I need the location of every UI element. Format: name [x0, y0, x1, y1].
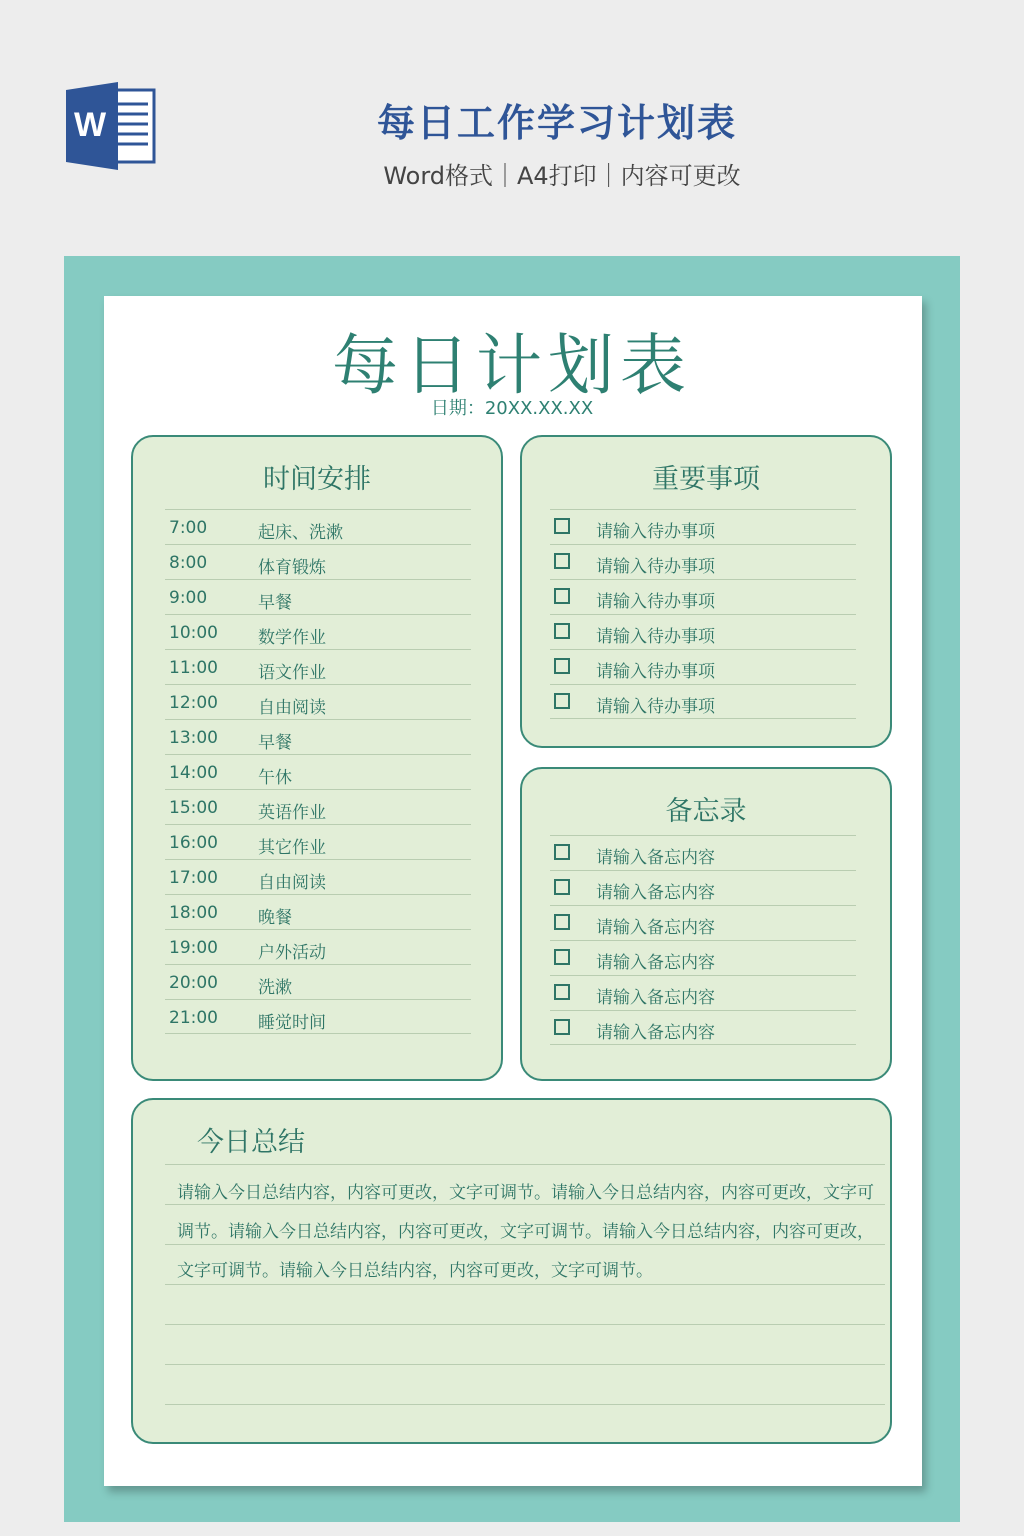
schedule-row: [165, 614, 471, 649]
schedule-row: [165, 509, 471, 544]
summary-text[interactable]: 请输入今日总结内容，内容可更改，文字可调节。请输入今日总结内容，内容可更改，文字可调节。请输入今日总结内容，内容可更改，文字可调节。请输入今日总结内容，内容可更改，文字可调节。请输入今日总结内容，内容可更改，文字可调节。: [177, 1183, 874, 1281]
memo-row: [550, 975, 856, 1010]
important-card: [520, 435, 892, 748]
memo-item-text[interactable]: 请输入备忘内容: [596, 848, 715, 868]
important-row: [550, 684, 856, 719]
schedule-row: [165, 964, 471, 999]
schedule-activity[interactable]: 早餐: [258, 733, 292, 753]
schedule-list: [165, 509, 471, 1034]
document-date: 日期：20XX.XX.XX: [430, 398, 594, 419]
summary-title: 今日总结: [197, 1127, 305, 1158]
schedule-row: [165, 999, 471, 1034]
checkbox-icon[interactable]: [554, 693, 570, 709]
important-row: [550, 649, 856, 684]
schedule-time: 12:00: [169, 693, 218, 713]
memo-item-text[interactable]: 请输入备忘内容: [596, 883, 715, 903]
important-row: [550, 544, 856, 579]
schedule-time: 9:00: [169, 588, 208, 608]
checkbox-icon[interactable]: [554, 1019, 570, 1035]
schedule-time: 15:00: [169, 798, 218, 818]
schedule-activity[interactable]: 晚餐: [258, 908, 292, 928]
memo-item-text[interactable]: 请输入备忘内容: [596, 988, 715, 1008]
memo-item-text[interactable]: 请输入备忘内容: [596, 953, 715, 973]
important-item-text[interactable]: 请输入待办事项: [596, 592, 715, 612]
important-row: [550, 579, 856, 614]
schedule-row: [165, 684, 471, 719]
schedule-row: [165, 789, 471, 824]
memo-row: [550, 1010, 856, 1045]
checkbox-icon[interactable]: [554, 984, 570, 1000]
schedule-activity[interactable]: 自由阅读: [258, 698, 326, 718]
schedule-row: [165, 649, 471, 684]
schedule-time: 10:00: [169, 623, 218, 643]
important-row: [550, 509, 856, 544]
schedule-row: [165, 719, 471, 754]
schedule-time: 21:00: [169, 1008, 218, 1028]
memo-row: [550, 905, 856, 940]
schedule-card: [131, 435, 503, 1081]
checkbox-icon[interactable]: [554, 949, 570, 965]
checkbox-icon[interactable]: [554, 914, 570, 930]
schedule-row: [165, 544, 471, 579]
schedule-time: 20:00: [169, 973, 218, 993]
checkbox-icon[interactable]: [554, 518, 570, 534]
checkbox-icon[interactable]: [554, 658, 570, 674]
schedule-row: [165, 824, 471, 859]
checkbox-icon[interactable]: [554, 623, 570, 639]
memo-row: [550, 835, 856, 870]
schedule-time: 13:00: [169, 728, 218, 748]
schedule-activity[interactable]: 洗漱: [258, 978, 292, 998]
checkbox-icon[interactable]: [554, 588, 570, 604]
schedule-time: 19:00: [169, 938, 218, 958]
memo-title: 备忘录: [665, 796, 747, 827]
important-item-text[interactable]: 请输入待办事项: [596, 557, 715, 577]
summary-card: [131, 1098, 892, 1444]
important-item-text[interactable]: 请输入待办事项: [596, 627, 715, 647]
schedule-row: [165, 579, 471, 614]
page-subtitle: Word格式｜A4打印｜内容可更改: [383, 162, 741, 190]
schedule-activity[interactable]: 自由阅读: [258, 873, 326, 893]
schedule-title: 时间安排: [263, 464, 371, 495]
schedule-activity[interactable]: 数学作业: [258, 628, 326, 648]
svg-text:W: W: [73, 106, 107, 144]
schedule-activity[interactable]: 早餐: [258, 593, 292, 613]
schedule-activity[interactable]: 体育锻炼: [258, 558, 326, 578]
schedule-time: 16:00: [169, 833, 218, 853]
important-row: [550, 614, 856, 649]
important-item-text[interactable]: 请输入待办事项: [596, 522, 715, 542]
schedule-row: [165, 929, 471, 964]
important-title: 重要事项: [652, 464, 760, 495]
schedule-time: 18:00: [169, 903, 218, 923]
memo-row: [550, 870, 856, 905]
schedule-time: 14:00: [169, 763, 218, 783]
schedule-activity[interactable]: 英语作业: [258, 803, 326, 823]
important-list: [550, 509, 856, 719]
checkbox-icon[interactable]: [554, 844, 570, 860]
memo-row: [550, 940, 856, 975]
checkbox-icon[interactable]: [554, 553, 570, 569]
memo-item-text[interactable]: 请输入备忘内容: [596, 918, 715, 938]
schedule-activity[interactable]: 语文作业: [258, 663, 326, 683]
important-item-text[interactable]: 请输入待办事项: [596, 662, 715, 682]
schedule-time: 7:00: [169, 518, 208, 538]
schedule-row: [165, 859, 471, 894]
checkbox-icon[interactable]: [554, 879, 570, 895]
schedule-row: [165, 894, 471, 929]
important-item-text[interactable]: 请输入待办事项: [596, 697, 715, 717]
schedule-time: 17:00: [169, 868, 218, 888]
schedule-time: 11:00: [169, 658, 218, 678]
schedule-activity[interactable]: 睡觉时间: [258, 1013, 326, 1033]
schedule-activity[interactable]: 午休: [258, 768, 292, 788]
schedule-activity[interactable]: 其它作业: [258, 838, 326, 858]
schedule-time: 8:00: [169, 553, 208, 573]
memo-card: [520, 767, 892, 1081]
page-title: 每日工作学习计划表: [376, 101, 737, 145]
schedule-activity[interactable]: 起床、洗漱: [258, 523, 343, 543]
schedule-row: [165, 754, 471, 789]
schedule-activity[interactable]: 户外活动: [258, 943, 326, 963]
memo-list: [550, 835, 856, 1045]
memo-item-text[interactable]: 请输入备忘内容: [596, 1023, 715, 1043]
document-title: 每日计划表: [332, 327, 692, 404]
